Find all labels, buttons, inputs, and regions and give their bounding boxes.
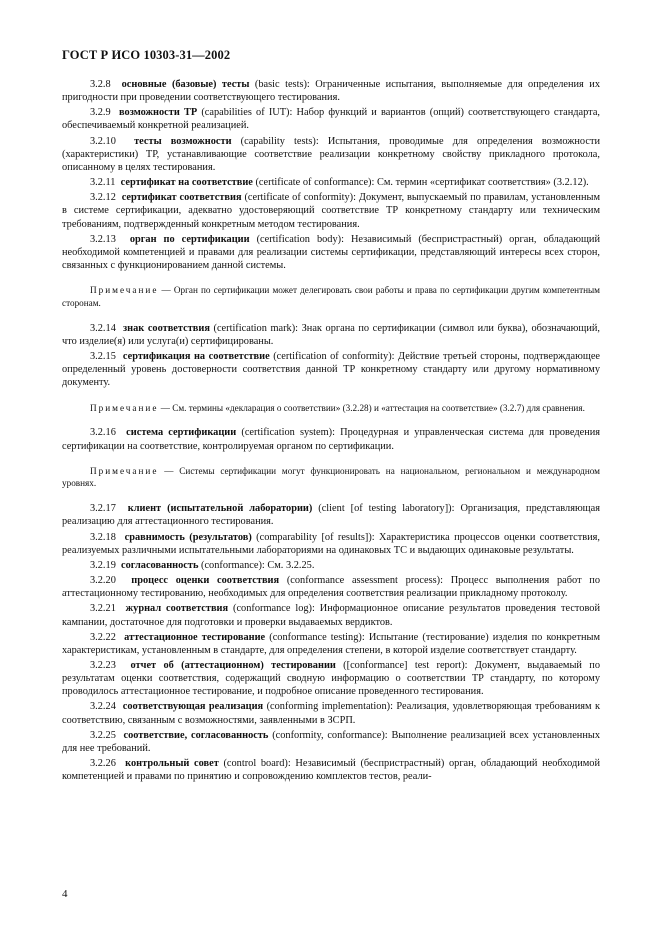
note-label: Примечание xyxy=(90,402,159,413)
term-number: 3.2.18 xyxy=(90,531,116,543)
term-number: 3.2.15 xyxy=(90,351,116,363)
term-number: 3.2.22 xyxy=(90,631,116,643)
term-text: (conformity, conformance): Выполнение реализацией всех установленных для нее требований. xyxy=(62,729,600,754)
term-name: тесты возможности xyxy=(134,135,232,147)
term-definition xyxy=(62,729,600,755)
term-name: сертификат на соответствие xyxy=(120,177,253,189)
term-definition xyxy=(62,631,600,657)
term-number: 3.2.21 xyxy=(90,603,116,615)
note xyxy=(62,402,600,415)
term-text: (certification mark): Знак органа по сертификации (символ или буква), обозначающий, что изделие(я) или услуга(и) сертифицированы. xyxy=(62,322,601,347)
term-name: знак соответствия xyxy=(123,322,210,334)
term-name: процесс оценки соответствия xyxy=(131,575,280,587)
term-text: (capabilities of IUT): Набор функций и вариантов (опций) соответствующего стандарта, обеспечиваемый конкретной реализацией. xyxy=(62,107,601,132)
term-number: 3.2.13 xyxy=(90,233,116,245)
term-number: 3.2.26 xyxy=(90,758,116,770)
term-number: 3.2.9 xyxy=(90,107,111,119)
term-definition xyxy=(62,559,600,572)
term-text: (comparability [of results]): Характеристика процессов оценки соответствия, реализуемых различными испытательными лабораториями на одинаковых ТС и выдающих одинаковые результаты. xyxy=(62,531,600,556)
document-body xyxy=(62,78,600,785)
term-name: возможности ТР xyxy=(119,107,198,119)
term-number: 3.2.19 xyxy=(90,559,116,571)
term-text: ([conformance] test report): Документ, выдаваемый по результатам оценки соответствия, содержащий сводную информацию о соответствии ТР стандарту, по которому проводилось аттестационное тестирование, и подробное описание проведенного тестирования. xyxy=(62,659,600,698)
term-name: соответствующая реализация xyxy=(122,701,264,713)
term-text: (control board): Независимый (беспристрастный) орган, обладающий необходимой компетенцией и правами по принятию и сопровождению комплектов тестов, реали- xyxy=(62,758,600,783)
note-text: — См. термины «декларация о соответствии» (3.2.28) и «аттестация на соответствие» (3.2.7) для сравнения. xyxy=(158,402,585,413)
term-definition xyxy=(62,757,600,783)
term-text: (certification of conformity): Действие третьей стороны, подтверждающее определенный уровень достоверности соответствия данной ТР конкретному стандарту или другому нормативному документу. xyxy=(62,351,601,389)
term-number: 3.2.14 xyxy=(90,322,116,334)
term-number: 3.2.23 xyxy=(90,659,116,671)
term-text: (certificate of conformity): Документ, выпускаемый по правилам, установленным в системе сертификации, адекватно удостоверяющий соответствие ТР конкретному стандарту или техническим требованиям, подтвержденный конкретным методом тестирования. xyxy=(62,192,600,230)
note xyxy=(62,465,600,491)
note-label: Примечание xyxy=(90,465,159,476)
term-number: 3.2.12 xyxy=(90,192,116,204)
term-definition xyxy=(62,176,600,189)
term-definition xyxy=(62,322,600,348)
term-definition xyxy=(62,350,600,389)
term-number: 3.2.16 xyxy=(90,427,116,439)
term-number: 3.2.24 xyxy=(90,701,116,713)
page-number: 4 xyxy=(62,888,68,900)
term-definition xyxy=(62,106,600,132)
term-name: система сертификации xyxy=(126,427,237,439)
term-text: (conformance log): Информационное описание результатов проведения тестовой кампании, достаточное для подготовки и проверки выдаваемых вердиктов. xyxy=(62,603,600,628)
term-text: (certification system): Процедурная и управленческая система для проведения сертификации на соответствие, контролируемая органом по сертификации. xyxy=(62,427,601,452)
term-definition xyxy=(62,233,600,272)
term-name: контрольный совет xyxy=(125,758,219,770)
term-text: (certification body): Независимый (беспристрастный) орган, обладающий необходимой компетенцией и правами для реализации системы сертификации, представляющий интересы всех сторон, связанных с функционированием данной системы. xyxy=(62,233,600,272)
term-text: (conformance assessment process): Процесс выполнения работ по аттестационному тестированию, необходимых для определения соответствия реализации прикладному протоколу. xyxy=(62,575,600,600)
term-name: сертификация на соответствие xyxy=(122,351,270,363)
term-number: 3.2.17 xyxy=(90,503,116,515)
term-name: журнал соответствия xyxy=(125,603,229,615)
term-number: 3.2.10 xyxy=(90,135,116,147)
term-definition xyxy=(62,135,600,174)
term-name: согласованность xyxy=(121,559,199,571)
term-definition xyxy=(62,659,600,698)
term-text: (certificate of conformance): См. термин «сертификат соответствия» (3.2.12). xyxy=(252,177,589,189)
note xyxy=(62,284,600,310)
note-text: — Системы сертификации могут функционировать на национальном, региональном и международном уровнях. xyxy=(62,465,600,489)
term-text: (conforming implementation): Реализация, удовлетворяющая требованиям к соответствию, связанным с возможностями, заявленными в ЗСРП. xyxy=(62,701,601,726)
term-name: аттестационное тестирование xyxy=(124,631,266,643)
term-number: 3.2.20 xyxy=(90,575,116,587)
term-definition xyxy=(62,700,600,726)
term-definition xyxy=(62,426,600,452)
term-number: 3.2.11 xyxy=(90,177,116,189)
term-number: 3.2.25 xyxy=(90,729,116,741)
term-definition xyxy=(62,191,600,230)
note-label: Примечание xyxy=(90,285,159,296)
term-definition xyxy=(62,502,600,528)
term-name: клиент (испытательной лаборатории) xyxy=(127,503,313,515)
term-definition xyxy=(62,574,600,600)
term-text: (conformance): См. 3.2.25. xyxy=(198,559,315,571)
term-text: (capability tests): Испытания, проводимые для определения возможности (характеристики) ТР, устанавливающие соответствие реализации конкретному свойству прикладного протокола, описанному в целях тестирования. xyxy=(62,135,601,173)
term-name: отчет об (аттестационном) тестировании xyxy=(130,659,336,671)
term-name: сравнимость (результатов) xyxy=(124,531,252,543)
document-header: ГОСТ Р ИСО 10303-31—2002 xyxy=(62,48,231,62)
term-name: сертификат соответствия xyxy=(121,192,242,204)
term-name: орган по сертификации xyxy=(129,233,250,245)
term-text: (client [of testing laboratory]): Организация, представляющая реализацию для аттестационного тестирования. xyxy=(62,503,601,528)
term-definition xyxy=(62,602,600,628)
note-text: — Орган по сертификации может делегировать свои работы и права по сертификации другим компетентным сторонам. xyxy=(62,285,600,308)
term-name: соответствие, согласованность xyxy=(123,729,269,741)
term-definition xyxy=(62,531,600,557)
term-number: 3.2.8 xyxy=(90,79,111,90)
term-definition xyxy=(62,78,600,104)
term-text: (basic tests): Ограниченные испытания, выполняемые для определения их пригодности при проведении соответствующего тестирования. xyxy=(62,79,600,104)
term-text: (conformance testing): Испытание (тестирование) изделия по конкретным характеристикам, установленным в стандарте, для определения степени, в которой изделие соответствует стандарту. xyxy=(62,631,600,656)
term-name: основные (базовые) тесты xyxy=(121,79,250,90)
